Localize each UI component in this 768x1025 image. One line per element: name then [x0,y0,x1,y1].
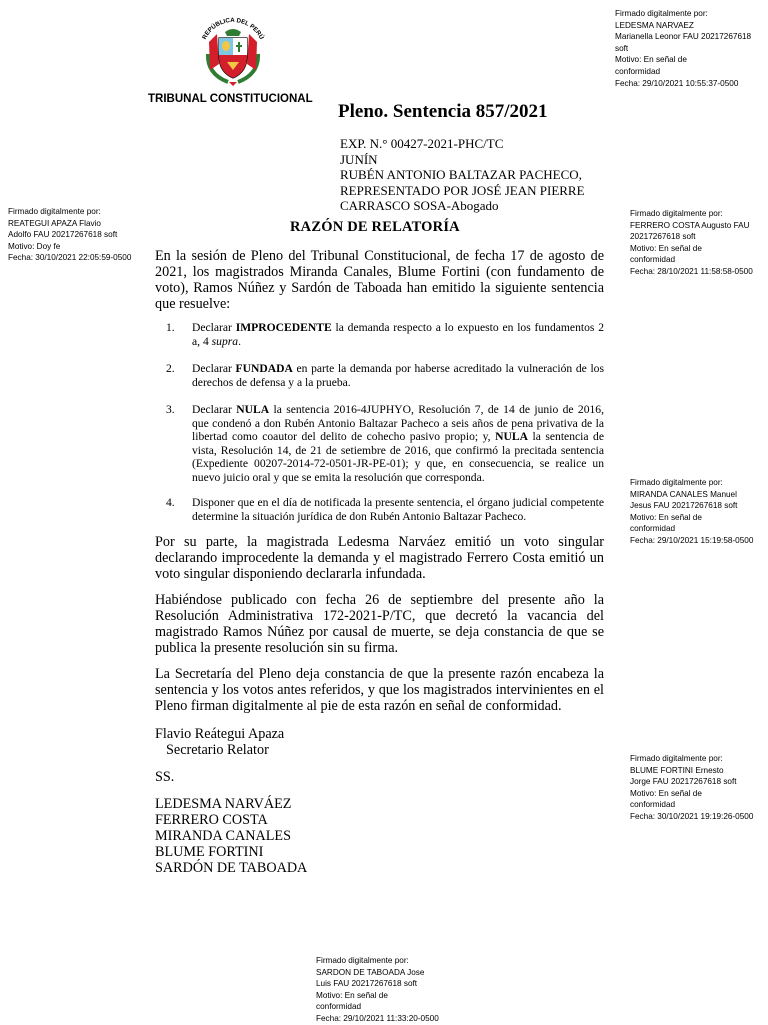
case-region: JUNÍN [340,151,378,167]
signer-name: Flavio Reátegui Apaza [155,726,285,742]
signature-line: Motivo: En señal de [630,243,702,253]
signature-line: Jesus FAU 20217267618 soft [630,501,738,511]
magistrates-list [155,797,307,877]
signature-line: BLUME FORTINI Ernesto [630,765,724,775]
item-number: 2. [166,362,175,375]
signature-line: Firmado digitalmente por: [630,754,723,763]
document-title: Pleno. Sentencia 857/2021 [338,101,548,122]
signature-line: Motivo: Doy fe [8,241,61,251]
signature-line: Motivo: En señal de [615,55,687,65]
intro-paragraph: En la sesión de Pleno del Tribunal Constitucional, de fecha 17 de agosto de 2021, los magistrados Miranda Canales, Blume Fortini (con fundamento de voto), Ramos Núñez y Sardón de Taboada han emitido la siguiente sentencia que resuelve: [155,248,604,312]
item-text-part: . [238,334,241,348]
signature-line: Jorge FAU 20217267618 soft [630,777,737,787]
digital-signature-ferrero [630,208,753,278]
magistrate-name: FERRERO COSTA [155,811,268,828]
item-text-part: Declarar [192,321,236,334]
signature-line: SARDON DE TABOADA Jose [316,967,425,977]
signature-line: Firmado digitalmente por: [316,956,409,965]
item-text-italic: supra [211,334,239,348]
item-text-bold: NULA [495,430,528,444]
case-party: CARRASCO SOSA-Abogado [340,198,499,213]
item-text-bold: FUNDADA [235,362,293,375]
signature-line: REATEGUI APAZA Flavio [8,218,101,228]
item-text-part: la sentencia 2016-4JUPHYO, Resolución 7, de 14 de junio de 2016, que condenó a don Rubén Antonio Baltazar Pacheco a seis años de pena privativa de la libertad como coautor del delito de cohecho pasivo propio; y, [192,403,604,444]
signature-line: Firmado digitalmente por: [8,207,101,216]
list-item [155,362,604,389]
institution-name: TRIBUNAL CONSTITUCIONAL [148,93,313,105]
item-text [192,321,604,348]
item-text [192,362,604,389]
signature-line: Fecha: 29/10/2021 10:55:37-0500 [615,78,739,88]
signature-line: soft [615,43,629,53]
signature-line: Adolfo FAU 20217267618 soft [8,230,118,240]
item-text-bold: IMPROCEDENTE [235,321,332,334]
magistrate-name: BLUME FORTINI [155,843,264,860]
item-text-part: Declarar [192,362,236,375]
signature-line: Fecha: 29/10/2021 15:19:58-0500 [630,535,754,545]
signature-line: LEDESMA NARVAEZ [615,20,694,30]
digital-signature-reategui [8,206,131,264]
signature-line: Fecha: 30/10/2021 19:19:26-0500 [630,811,754,821]
signature-line: Firmado digitalmente por: [630,209,723,218]
coat-of-arms-icon [195,12,271,88]
item-number: 1. [166,321,175,334]
digital-signature-blume [630,753,753,823]
magistrate-name: SARDÓN DE TABOADA [155,859,308,876]
item-text: Disponer que en el día de notificada la presente sentencia, el órgano judicial competente determine la situación jurídica de don Rubén Antonio Baltazar Pacheco. [192,496,604,523]
case-header [340,136,585,214]
item-text-part: la demanda respecto a lo expuesto en los fundamentos 2 a, 4 [192,321,604,348]
secretary-paragraph: La Secretaría del Pleno deja constancia de que la presente razón encabeza la sentencia y los votos antes referidos, y que los magistrados intervinientes en el Pleno firman digitalmente al pie de esta razón en señal de conformidad. [155,666,604,714]
item-text-part: en parte la demanda por haberse acreditado la vulneración de los derechos de defensa y a la prueba. [192,362,604,389]
dissent-paragraph: Por su parte, la magistrada Ledesma Narváez emitió un voto singular declarando improcedente la demanda y el magistrado Ferrero Costa emitió un voto singular disponiendo declararla infundada. [155,534,604,582]
item-text-part: Declarar [192,403,237,416]
signature-line: Fecha: 29/10/2021 11:33:20-0500 [316,1013,439,1023]
magistrate-name: LEDESMA NARVÁEZ [155,796,292,812]
seal-text: REPÚBLICA DEL PERÚ [201,16,265,41]
signature-line: Fecha: 30/10/2021 22:05:59-0500 [8,253,132,263]
ss-label: SS. [155,769,175,785]
digital-signature-ledesma [615,8,751,89]
signature-line: Firmado digitalmente por: [630,478,723,487]
signer-role: Secretario Relator [166,742,269,758]
signature-line: FERRERO COSTA Augusto FAU [630,220,750,230]
digital-signature-sardon [316,955,439,1025]
item-number: 3. [166,403,175,416]
list-item [155,403,604,485]
signature-line: Luis FAU 20217267618 soft [316,979,418,989]
item-text [192,403,604,485]
signature-line: MIRANDA CANALES Manuel [630,489,737,499]
signature-line: conformidad [630,255,676,265]
signature-line: conformidad [316,1002,362,1012]
signature-line: Motivo: En señal de [316,990,388,1000]
case-party: RUBÉN ANTONIO BALTAZAR PACHECO, [340,167,582,182]
case-party: REPRESENTADO POR JOSÉ JEAN PIERRE [340,182,585,198]
item-text-part: la sentencia de vista, Resolución 14, de 21 de setiembre de 2016, que confirmó la precitada sentencia (Expediente 00207-2014-72-0501-JR-PE-01); y que, en consecuencia, se realice un nuevo juicio oral y que se emita la resolución que corresponda. [192,430,604,484]
signature-line: Firmado digitalmente por: [615,9,708,18]
item-number: 4. [166,496,175,509]
signature-line: Marianella Leonor FAU 20217267618 [615,32,752,42]
signature-line: Motivo: En señal de [630,512,702,522]
vacancy-paragraph: Habiéndose publicado con fecha 26 de septiembre del presente año la Resolución Administrativa 172-2021-P/TC, que decretó la vacancia del magistrado Ramos Núñez por causal de muerte, se deja constancia de que se publica la presente resolución sin su firma. [155,592,604,656]
list-item [155,321,604,348]
signature-line: Motivo: En señal de [630,788,702,798]
signature-line: conformidad [630,800,676,810]
item-text-bold: NULA [236,403,270,416]
section-title: RAZÓN DE RELATORÍA [290,219,460,235]
signature-line: Fecha: 28/10/2021 11:58:58-0500 [630,266,753,276]
list-item [155,496,604,523]
case-number: EXP. N.° 00427-2021-PHC/TC [340,136,504,151]
signature-line: conformidad [630,524,676,534]
digital-signature-miranda [630,477,753,547]
signature-line: 20217267618 soft [630,232,696,242]
signature-line: conformidad [615,66,661,76]
magistrate-name: MIRANDA CANALES [155,827,291,844]
